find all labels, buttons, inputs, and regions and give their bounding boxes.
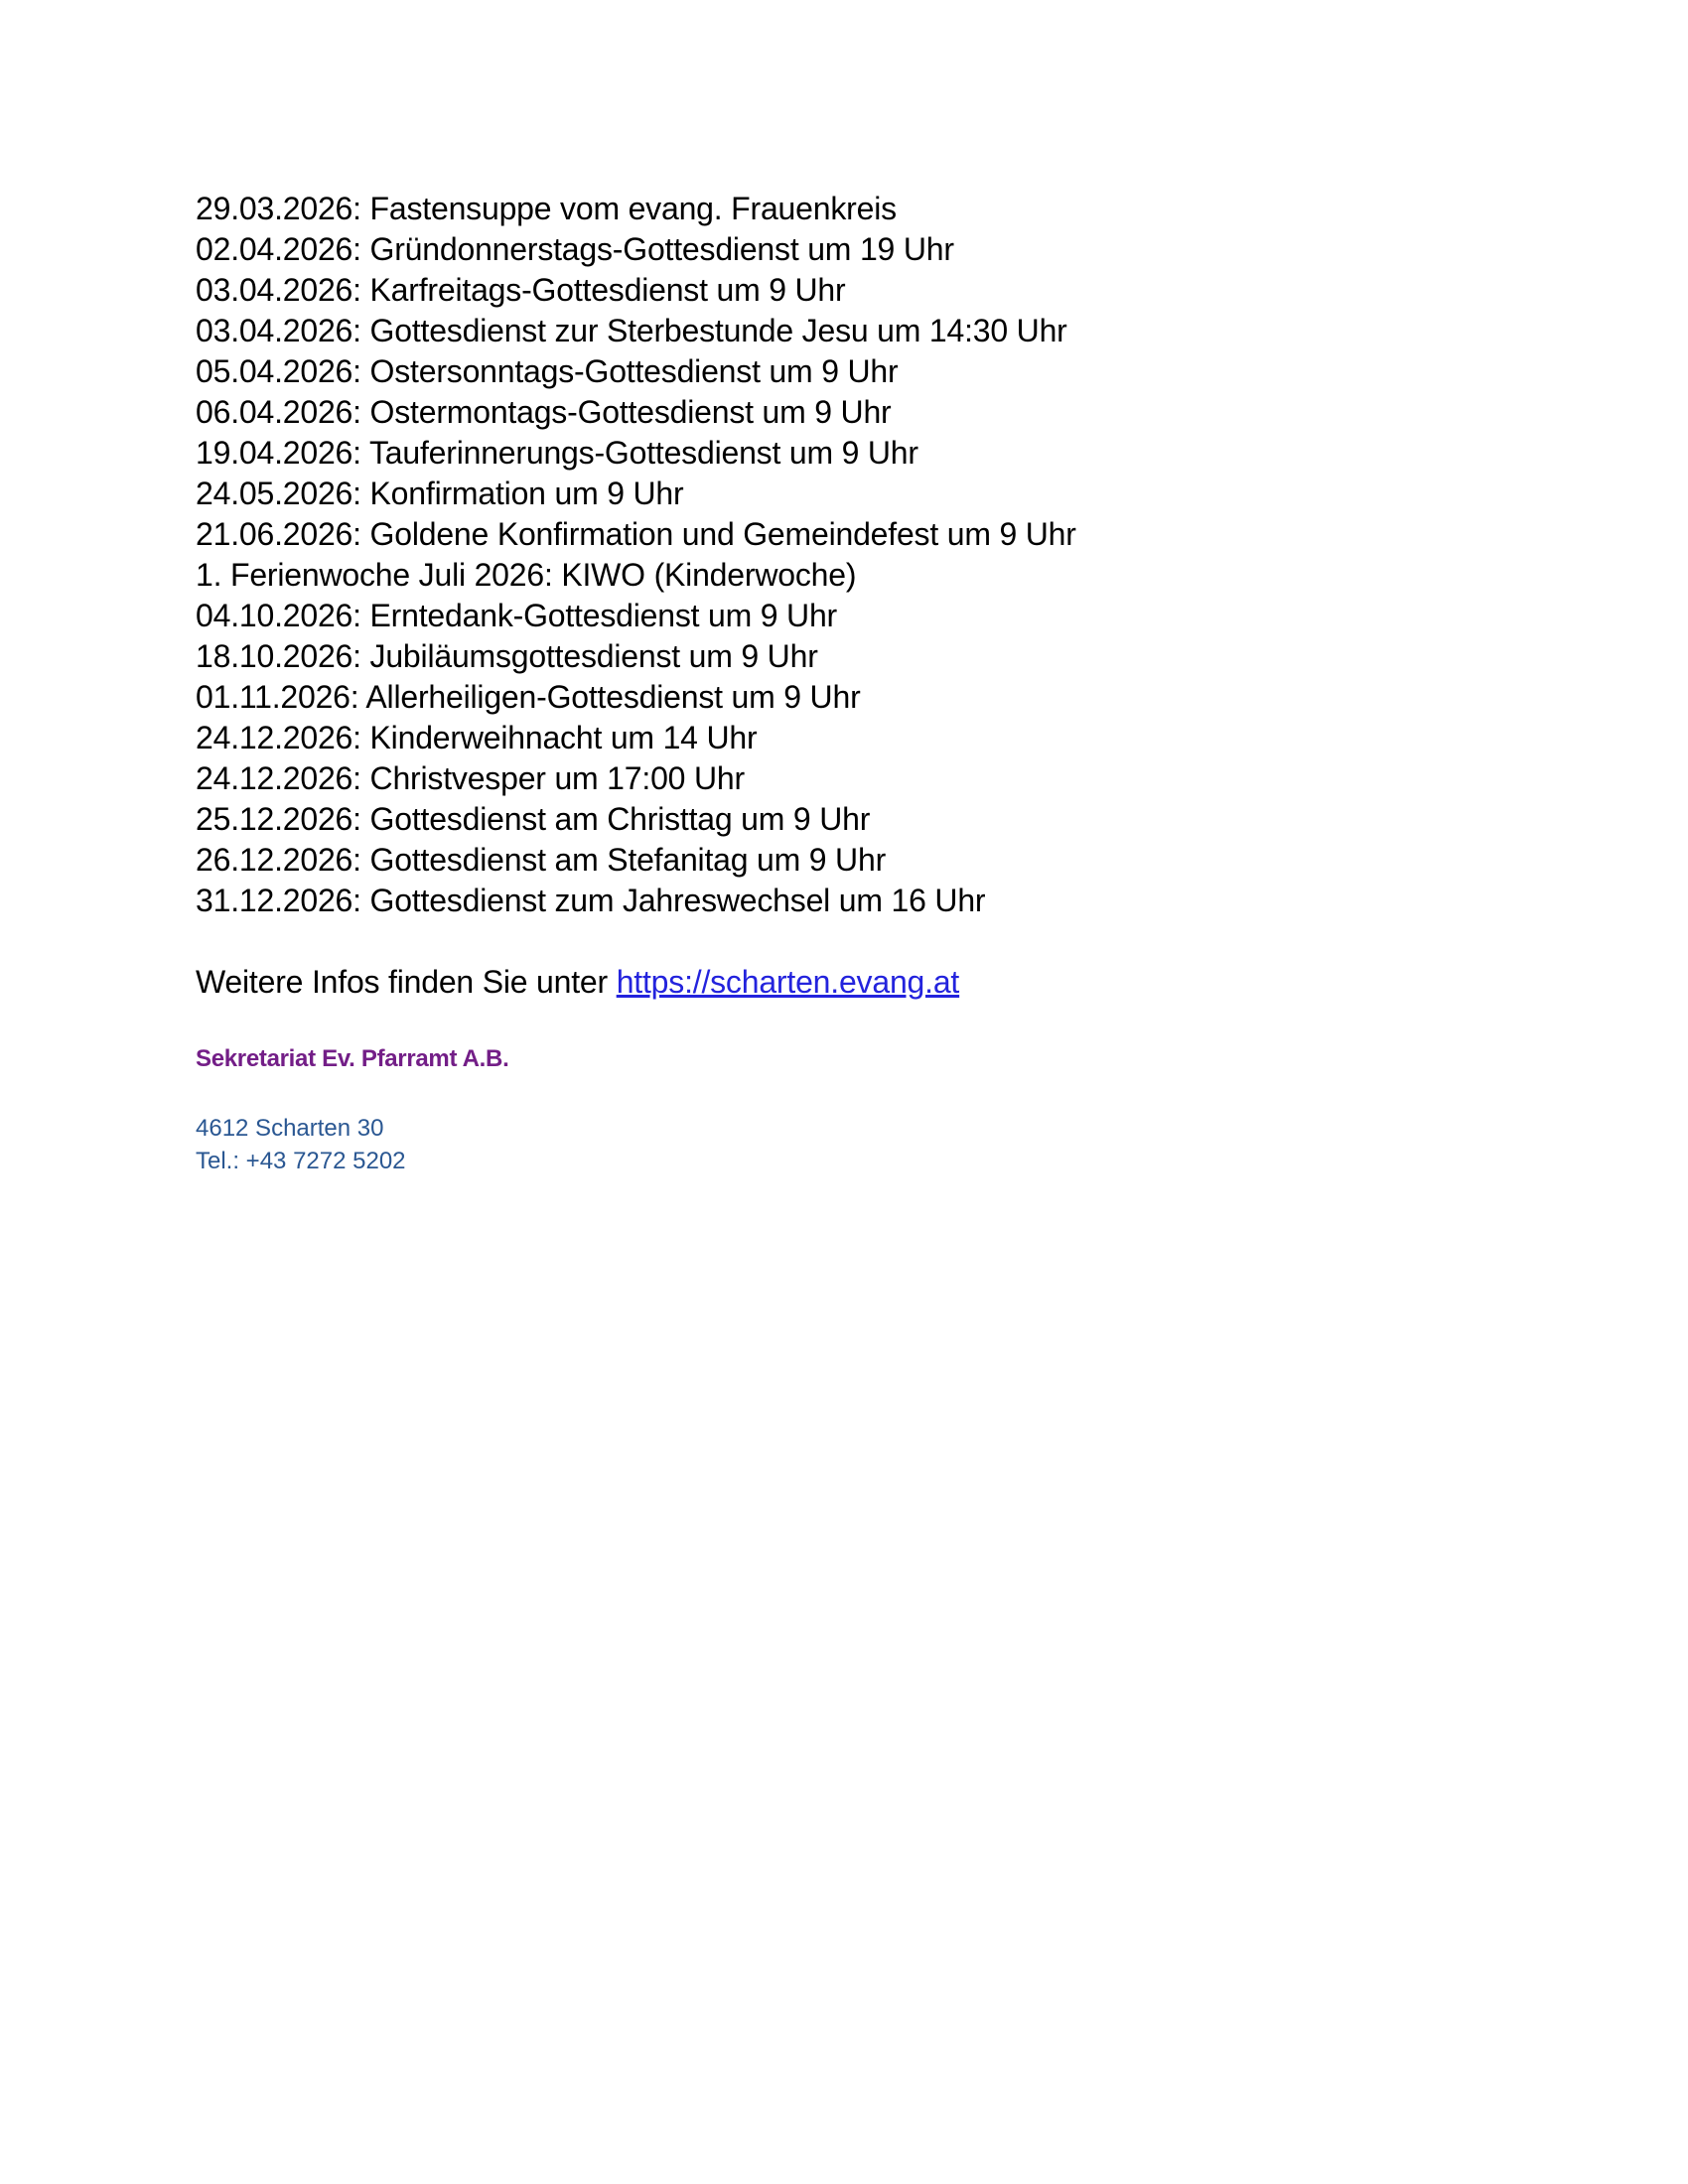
contact-phone: Tel.: +43 7272 5202 (196, 1148, 406, 1174)
event-list (196, 189, 1506, 921)
contact-heading: Sekretariat Ev. Pfarramt A.B. (196, 1045, 509, 1072)
contact-address: 4612 Scharten 30 (196, 1115, 384, 1142)
event-line: 03.04.2026: Gottesdienst zur Sterbestunde Jesu um 14:30 Uhr (196, 313, 1067, 348)
event-line: 05.04.2026: Ostersonntags-Gottesdienst um 9 Uhr (196, 353, 899, 389)
document-content (196, 189, 1506, 1177)
event-line: 21.06.2026: Goldene Konfirmation und Gemeindefest um 9 Uhr (196, 516, 1076, 552)
event-line: 31.12.2026: Gottesdienst zum Jahreswechsel um 16 Uhr (196, 883, 986, 918)
event-line: 03.04.2026: Karfreitags-Gottesdienst um 9 Uhr (196, 272, 846, 308)
info-text: Weitere Infos finden Sie unter (196, 964, 617, 1000)
event-line: 29.03.2026: Fastensuppe vom evang. Frauenkreis (196, 191, 897, 226)
website-link[interactable]: https://scharten.evang.at (616, 964, 960, 1000)
contact-block (196, 1112, 1506, 1177)
event-line: 24.12.2026: Christvesper um 17:00 Uhr (196, 760, 745, 796)
event-line: 1. Ferienwoche Juli 2026: KIWO (Kinderwoche) (196, 557, 857, 593)
event-line: 04.10.2026: Erntedank-Gottesdienst um 9 Uhr (196, 598, 838, 633)
event-line: 24.12.2026: Kinderweihnacht um 14 Uhr (196, 720, 758, 755)
event-line: 19.04.2026: Tauferinnerungs-Gottesdienst um 9 Uhr (196, 435, 918, 471)
info-line (196, 962, 1506, 1003)
event-line: 02.04.2026: Gründonnerstags-Gottesdienst um 19 Uhr (196, 231, 954, 267)
event-line: 18.10.2026: Jubiläumsgottesdienst um 9 Uhr (196, 638, 818, 674)
event-line: 26.12.2026: Gottesdienst am Stefanitag um 9 Uhr (196, 842, 887, 878)
event-line: 06.04.2026: Ostermontags-Gottesdienst um 9 Uhr (196, 394, 892, 430)
event-line: 24.05.2026: Konfirmation um 9 Uhr (196, 476, 684, 511)
event-line: 25.12.2026: Gottesdienst am Christtag um 9 Uhr (196, 801, 871, 837)
event-line: 01.11.2026: Allerheiligen-Gottesdienst um 9 Uhr (196, 679, 861, 715)
